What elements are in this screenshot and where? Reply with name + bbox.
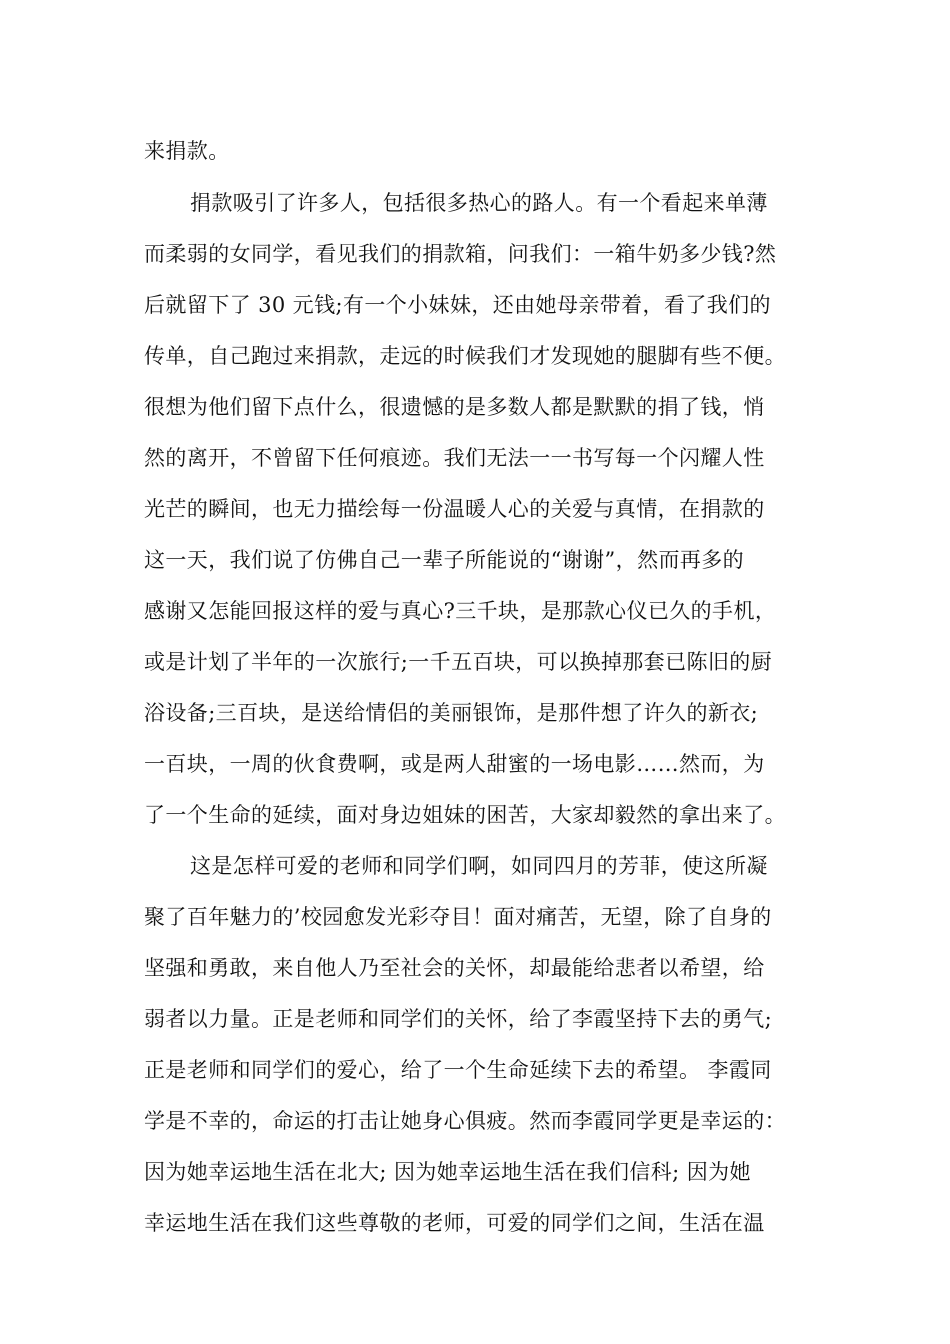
text-line: 感谢又怎能回报这样的爱与真心?三千块，是那款心仪已久的手机， — [144, 599, 777, 623]
paragraph-start-line: 捐款吸引了许多人，包括很多热心的路人。有一个看起来单薄 — [190, 191, 768, 215]
text-line: 因为她幸运地生活在北大; 因为她幸运地生活在我们信科; 因为她 — [144, 1160, 751, 1184]
text-line: 或是计划了半年的一次旅行;一千五百块，可以换掉那套已陈旧的厨 — [144, 650, 773, 674]
text-line: 很想为他们留下点什么，很遗憾的是多数人都是默默的捐了钱，悄 — [144, 395, 765, 419]
text-line: 正是老师和同学们的爱心，给了一个生命延续下去的希望。 李霞同 — [144, 1058, 772, 1082]
text-line: 后就留下了 30 元钱;有一个小妹妹，还由她母亲带着，看了我们的 — [144, 293, 771, 317]
text-line: 传单，自己跑过来捐款，走远的时候我们才发现她的腿脚有些不便。 — [144, 344, 786, 368]
text-line: 了一个生命的延续，面对身边姐妹的困苦，大家却毅然的拿出来了。 — [144, 803, 786, 827]
paragraph-start-line: 这是怎样可爱的老师和同学们啊，如同四月的芳菲，使这所凝 — [190, 854, 768, 878]
text-line: 坚强和勇敢，来自他人乃至社会的关怀，却最能给悲者以希望，给 — [144, 956, 765, 980]
text-line: 这一天，我们说了仿佛自己一辈子所能说的“谢谢”，然而再多的 — [144, 548, 745, 572]
text-line: 光芒的瞬间，也无力描绘每一份温暖人心的关爱与真情，在捐款的 — [144, 497, 765, 521]
text-line: 浴设备;三百块，是送给情侣的美丽银饰，是那件想了许久的新衣; — [144, 701, 759, 725]
text-line: 幸运地生活在我们这些尊敬的老师，可爱的同学们之间，生活在温 — [144, 1211, 765, 1235]
text-line: 学是不幸的，命运的打击让她身心俱疲。然而李霞同学更是幸运的： — [144, 1109, 786, 1133]
text-line: 弱者以力量。正是老师和同学们的关怀，给了李霞坚持下去的勇气; — [144, 1007, 773, 1031]
text-line: 而柔弱的女同学，看见我们的捐款箱，问我们：一箱牛奶多少钱?然 — [144, 242, 777, 266]
text-line: 聚了百年魅力的’校园愈发光彩夺目！面对痛苦，无望，除了自身的 — [144, 905, 772, 929]
text-line: 来捐款。 — [144, 139, 230, 163]
text-line: 然的离开，不曾留下任何痕迹。我们无法一一书写每一个闪耀人性 — [144, 446, 765, 470]
text-line: 一百块，一周的伙食费啊，或是两人甜蜜的一场电影……然而，为 — [144, 752, 765, 776]
